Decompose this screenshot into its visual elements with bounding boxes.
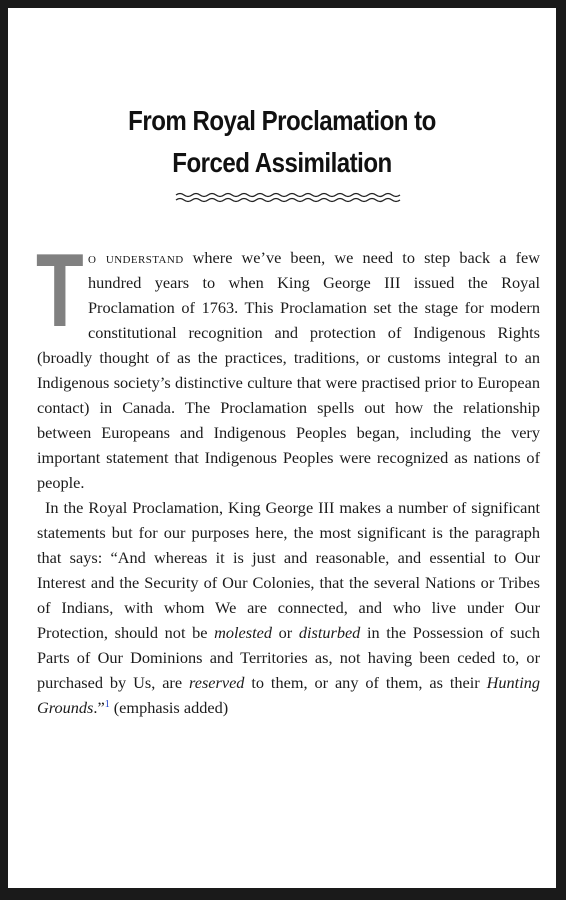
- paragraph-2-text: .”: [93, 698, 105, 717]
- paragraph-2: [37, 495, 540, 720]
- paragraph-2-text: to them, or any of them, as their: [244, 673, 487, 692]
- emphasis-reserved: reserved: [188, 673, 245, 692]
- paragraph-2-text: In the Royal Proclamation, King George III makes a number of significant statements but for our purposes here, the most significant is the paragraph that says: “And whereas it is just and reasonable, and essential to Our Interest and the Security of Our Colonies, that the several Nations or Tribes of Indians, with whom We are connected, and who live under Our Protection, should not be: [37, 498, 540, 642]
- paragraph-2-text: (emphasis added): [109, 698, 229, 717]
- paragraph-2-text: or: [271, 623, 299, 642]
- emphasis-hunting-grounds: Hunting Grounds: [37, 673, 540, 717]
- body-text: [36, 233, 541, 720]
- page: [8, 8, 556, 888]
- paragraph-1-text: where we’ve been, we need to step back a few hundred years to when King George III issued the Royal Proclamation of 1763. This Proclamation set the stage for modern constitutional recognition and protection of Indigenous Rights (broadly thought of as the practices, traditions, or customs integral to an Indigenous society’s distinctive culture that were practised prior to European contact) in Canada. The Proclamation spells out how the relationship between Europeans and Indigenous Peoples began, including the very important statement that Indigenous Peoples were recognized as nations of people.: [37, 248, 541, 492]
- chapter-title-line-1: From Royal Proclamation to: [128, 105, 436, 136]
- drop-cap: T: [36, 233, 84, 349]
- paragraph-2-text: in the Possession of such Parts of Our Dominions and Territories as, not having been ceded to, or purchased by Us, are: [37, 623, 541, 692]
- lead-in-small-caps: o understand: [88, 248, 184, 267]
- emphasis-disturbed: disturbed: [298, 623, 361, 642]
- emphasis-molested: molested: [214, 623, 272, 642]
- wavy-rule-ornament-icon: [174, 191, 402, 205]
- chapter-title-line-2: Forced Assimilation: [172, 147, 392, 178]
- footnote-link[interactable]: 1: [104, 699, 110, 710]
- paragraph-1: [36, 233, 541, 495]
- chapter-title: [46, 100, 517, 184]
